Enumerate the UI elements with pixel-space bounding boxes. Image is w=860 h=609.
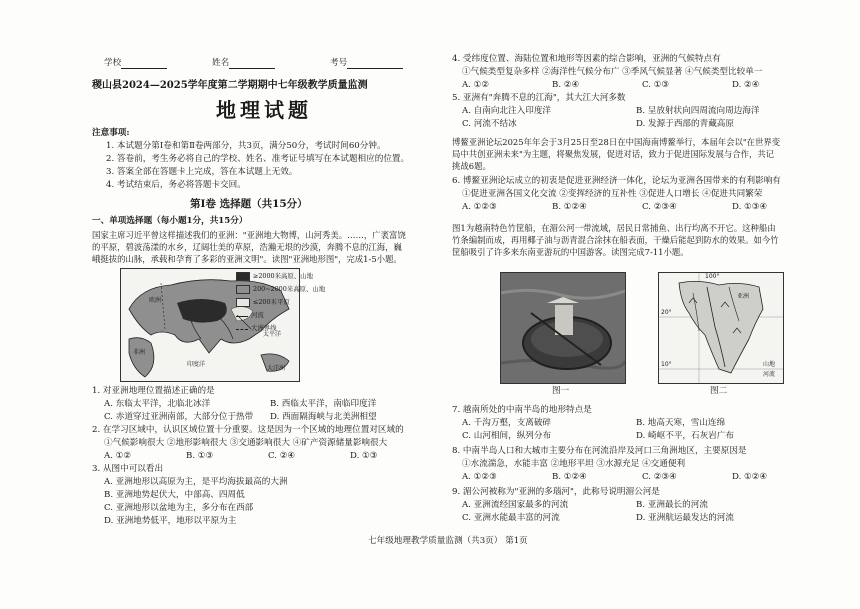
option: D. 崎岖不平，石灰岩广布	[636, 431, 734, 441]
option: D. ②④	[732, 80, 760, 90]
option: A. 东临太平洋，北临北冰洋	[104, 399, 211, 409]
map2-lat-20: 20°	[661, 309, 672, 316]
legend-border-symbol	[236, 326, 248, 330]
figure-caption-1: 图一	[552, 386, 570, 396]
option: D. ①③④	[732, 202, 768, 212]
map-label-oceania: 大洋洲	[267, 365, 286, 372]
exam-subtitle: 稷山县2024—2025学年度第二学期期中七年级教学质量监测	[92, 80, 368, 91]
question-stem: 3. 从图中可以看出	[92, 464, 164, 474]
legend-item: 河流	[236, 309, 302, 322]
legend-item: 大洲界线	[236, 322, 302, 335]
map-legend	[236, 270, 326, 335]
option: ①气候类型复杂多样 ②海洋性气候分布广 ③季风气候显著 ④气候类型比较单一	[462, 67, 763, 77]
option: D. 亚洲地势低平，地形以平原为主	[104, 516, 237, 526]
figure-intro: 图1为越南特色竹筐船，在湄公河一带流域，居民日常捕鱼、出行均离不开它。这种船由竹条编制而成，再用椰子油与沥青混合涂抹在船表面，干燥后能起到防水的效果。如今竹筐船吸引了许多来东南亚游玩的中国游客。读图完成7-11小题。	[452, 223, 779, 257]
note-item: 4. 考试结束后，务必将答题卡交回。	[106, 180, 246, 190]
option: C. ①③	[642, 80, 670, 90]
map2-label-asia: 亚洲	[737, 293, 750, 300]
option: ①促进亚洲各国文化交流 ②变挥经济的互补性 ③促进人口增长 ④促进共同繁荣	[462, 189, 763, 199]
option: B. ①③	[186, 451, 214, 461]
option: D. 西面隔海峡与北美洲相望	[270, 412, 377, 422]
option: A. ①②	[104, 451, 132, 461]
map2-legend-mountain: 山地	[763, 361, 776, 368]
peninsula-shape	[679, 281, 763, 373]
note-item: 1. 本试题分第Ⅰ卷和第Ⅱ卷两部分，共3页，满分50分，考试时间60分钟。	[106, 141, 386, 151]
section-intro: 国家主席习近平曾这样描述我们的亚洲："亚洲地大物博，山河秀美。……，广袤富饶的平原，碧波荡漾的水乡，辽阔壮美的草原，浩瀚无垠的沙漠，奔腾不息的江海，巍峨挺拔的山脉，承载和孕育了多彩的亚洲文明"。读图"亚洲地形图"，完成1-5小题。	[92, 230, 406, 264]
legend-river-symbol	[236, 313, 248, 317]
option: B. 呈放射状向四周流向周边海洋	[636, 106, 760, 116]
option: C. 赤道穿过亚洲南部，大部分位于热带	[104, 412, 254, 422]
question-stem: 9. 湄公河被称为"亚洲的多瑙河"，此称号说明湄公河是	[452, 487, 660, 497]
exam-no-blank	[347, 59, 403, 69]
question-stem: 7. 越南所处的中南半岛的地形特点是	[452, 405, 592, 415]
option: A. 千沟万壑，支离破碎	[462, 418, 552, 428]
note-item: 2. 答卷前，考生务必将自己的学校、姓名、准考证号填写在本试题相应的位置。	[106, 154, 410, 164]
option: ①水流湍急，水能丰富 ②地形平坦 ③水源充足 ④交通便利	[462, 459, 686, 469]
legend-item: 200~2000米高原、山地	[236, 283, 302, 296]
legend-swatch	[236, 298, 250, 307]
exam-title: 地理试题	[216, 98, 312, 122]
school-blank	[121, 59, 167, 69]
map2-legend-river: 河流	[763, 371, 776, 378]
option: ①气候影响很大 ②地形影响很大 ③交通影响很大 ④矿产资源储量影响很大	[104, 438, 388, 448]
map2-lat-10: 10°	[661, 361, 672, 368]
option: B. 地高天寒，雪山连绵	[636, 418, 726, 428]
option: B. ①②④	[552, 202, 587, 212]
note-item: 3. 答案全部在答题卡上完成，答在本试题上无效。	[106, 167, 298, 177]
tibet-plateau	[177, 299, 227, 323]
legend-swatch	[236, 285, 250, 294]
name-blank	[229, 59, 275, 69]
map2-longitude: 100°	[705, 273, 720, 280]
option: D. ①②④	[732, 472, 768, 482]
section-sub: 一、单项选择题（每小题1分，共15分）	[92, 216, 248, 226]
name-label: 姓名	[212, 58, 230, 68]
option: A. 亚洲流经国家最多的河流	[462, 500, 569, 510]
legend-swatch	[236, 272, 250, 281]
option: C. 山河相间，纵列分布	[462, 431, 552, 441]
option: A. ①②③	[462, 202, 497, 212]
question-stem: 8. 中南半岛人口和大城市主要分布在河流沿岸及河口三角洲地区，主要原因是	[452, 446, 747, 456]
question-stem: 4. 受纬度位置、海陆位置和地形等因素的综合影响，亚洲的气候特点有	[452, 54, 721, 64]
option: D. ①③	[350, 451, 378, 461]
option: A. ①②③	[462, 472, 497, 482]
exam-no-field	[330, 58, 403, 69]
africa-shape	[129, 338, 154, 377]
legend-item: ≥2000米高原、山地	[236, 270, 302, 283]
exam-no-label: 考号	[330, 58, 348, 68]
page-footer: 七年级地理教学质量监测（共3页） 第1页	[368, 536, 528, 546]
option: B. 亚洲地势起伏大，中部高、四周低	[104, 490, 245, 500]
question-stem: 6. 博鳌亚洲论坛成立的初衷是促进亚洲经济一体化，论坛为亚洲各国带来的有利影响有	[452, 176, 781, 186]
option: D. 发源于西部的青藏高原	[636, 119, 734, 129]
option: B. ①②④	[552, 472, 587, 482]
basket-boat-photo	[500, 272, 626, 384]
option: C. ②③④	[642, 472, 677, 482]
option: C. 亚洲地形以盆地为主，多分布在西部	[104, 503, 254, 513]
school-label: 学校	[104, 58, 122, 68]
basket-boat-svg	[501, 273, 625, 383]
option: B. ②④	[552, 80, 580, 90]
map-label-europe: 欧洲	[149, 297, 162, 304]
option: B. 亚洲最长的河流	[636, 500, 708, 510]
section-title: 第Ⅰ卷 选择题（共15分）	[190, 198, 308, 210]
map-label-pacific: 太平洋	[263, 331, 282, 338]
fisherman	[555, 305, 573, 335]
forum-intro: 博鳌亚洲论坛2025年年会于3月25日至28日在中国海南博鳌举行，本届年会以"在世界变局中共创亚洲未来"为主题，将聚焦发展，促进对话，致力于促进国际发展与合作，共记挑战6题。	[452, 137, 781, 171]
indochina-map	[658, 272, 784, 384]
option: B. 西临太平洋，南临印度洋	[270, 399, 377, 409]
question-stem: 2. 在学习区域中，认识区域位置十分重要。这是因为一个区域的地理位置对区域的	[92, 425, 404, 435]
option: C. ②③④	[642, 202, 677, 212]
map-label-africa: 非洲	[133, 349, 146, 356]
option: C. ②④	[268, 451, 296, 461]
option: A. ①②	[462, 80, 490, 90]
name-field	[212, 58, 275, 69]
figure-caption-2: 图二	[710, 386, 728, 396]
option: C. 河流不结冰	[462, 119, 517, 129]
option: A. 自南向北注入印度洋	[462, 106, 552, 116]
legend-item: ≤200米平原	[236, 296, 302, 309]
question-stem: 1. 对亚洲地理位置描述正确的是	[92, 386, 215, 396]
question-stem: 5. 亚洲有"奔腾不息的江海"，其大江大河多数	[452, 93, 626, 103]
option: A. 亚洲地形以高原为主，是平均海拔最高的大洲	[104, 477, 288, 487]
option: C. 亚洲水能最丰富的河流	[462, 513, 560, 523]
map-label-indian-ocean: 印度洋	[187, 361, 206, 368]
school-field	[104, 58, 167, 69]
notes-heading: 注意事项:	[92, 128, 130, 138]
option: D. 亚洲航运最发达的河流	[636, 513, 734, 523]
